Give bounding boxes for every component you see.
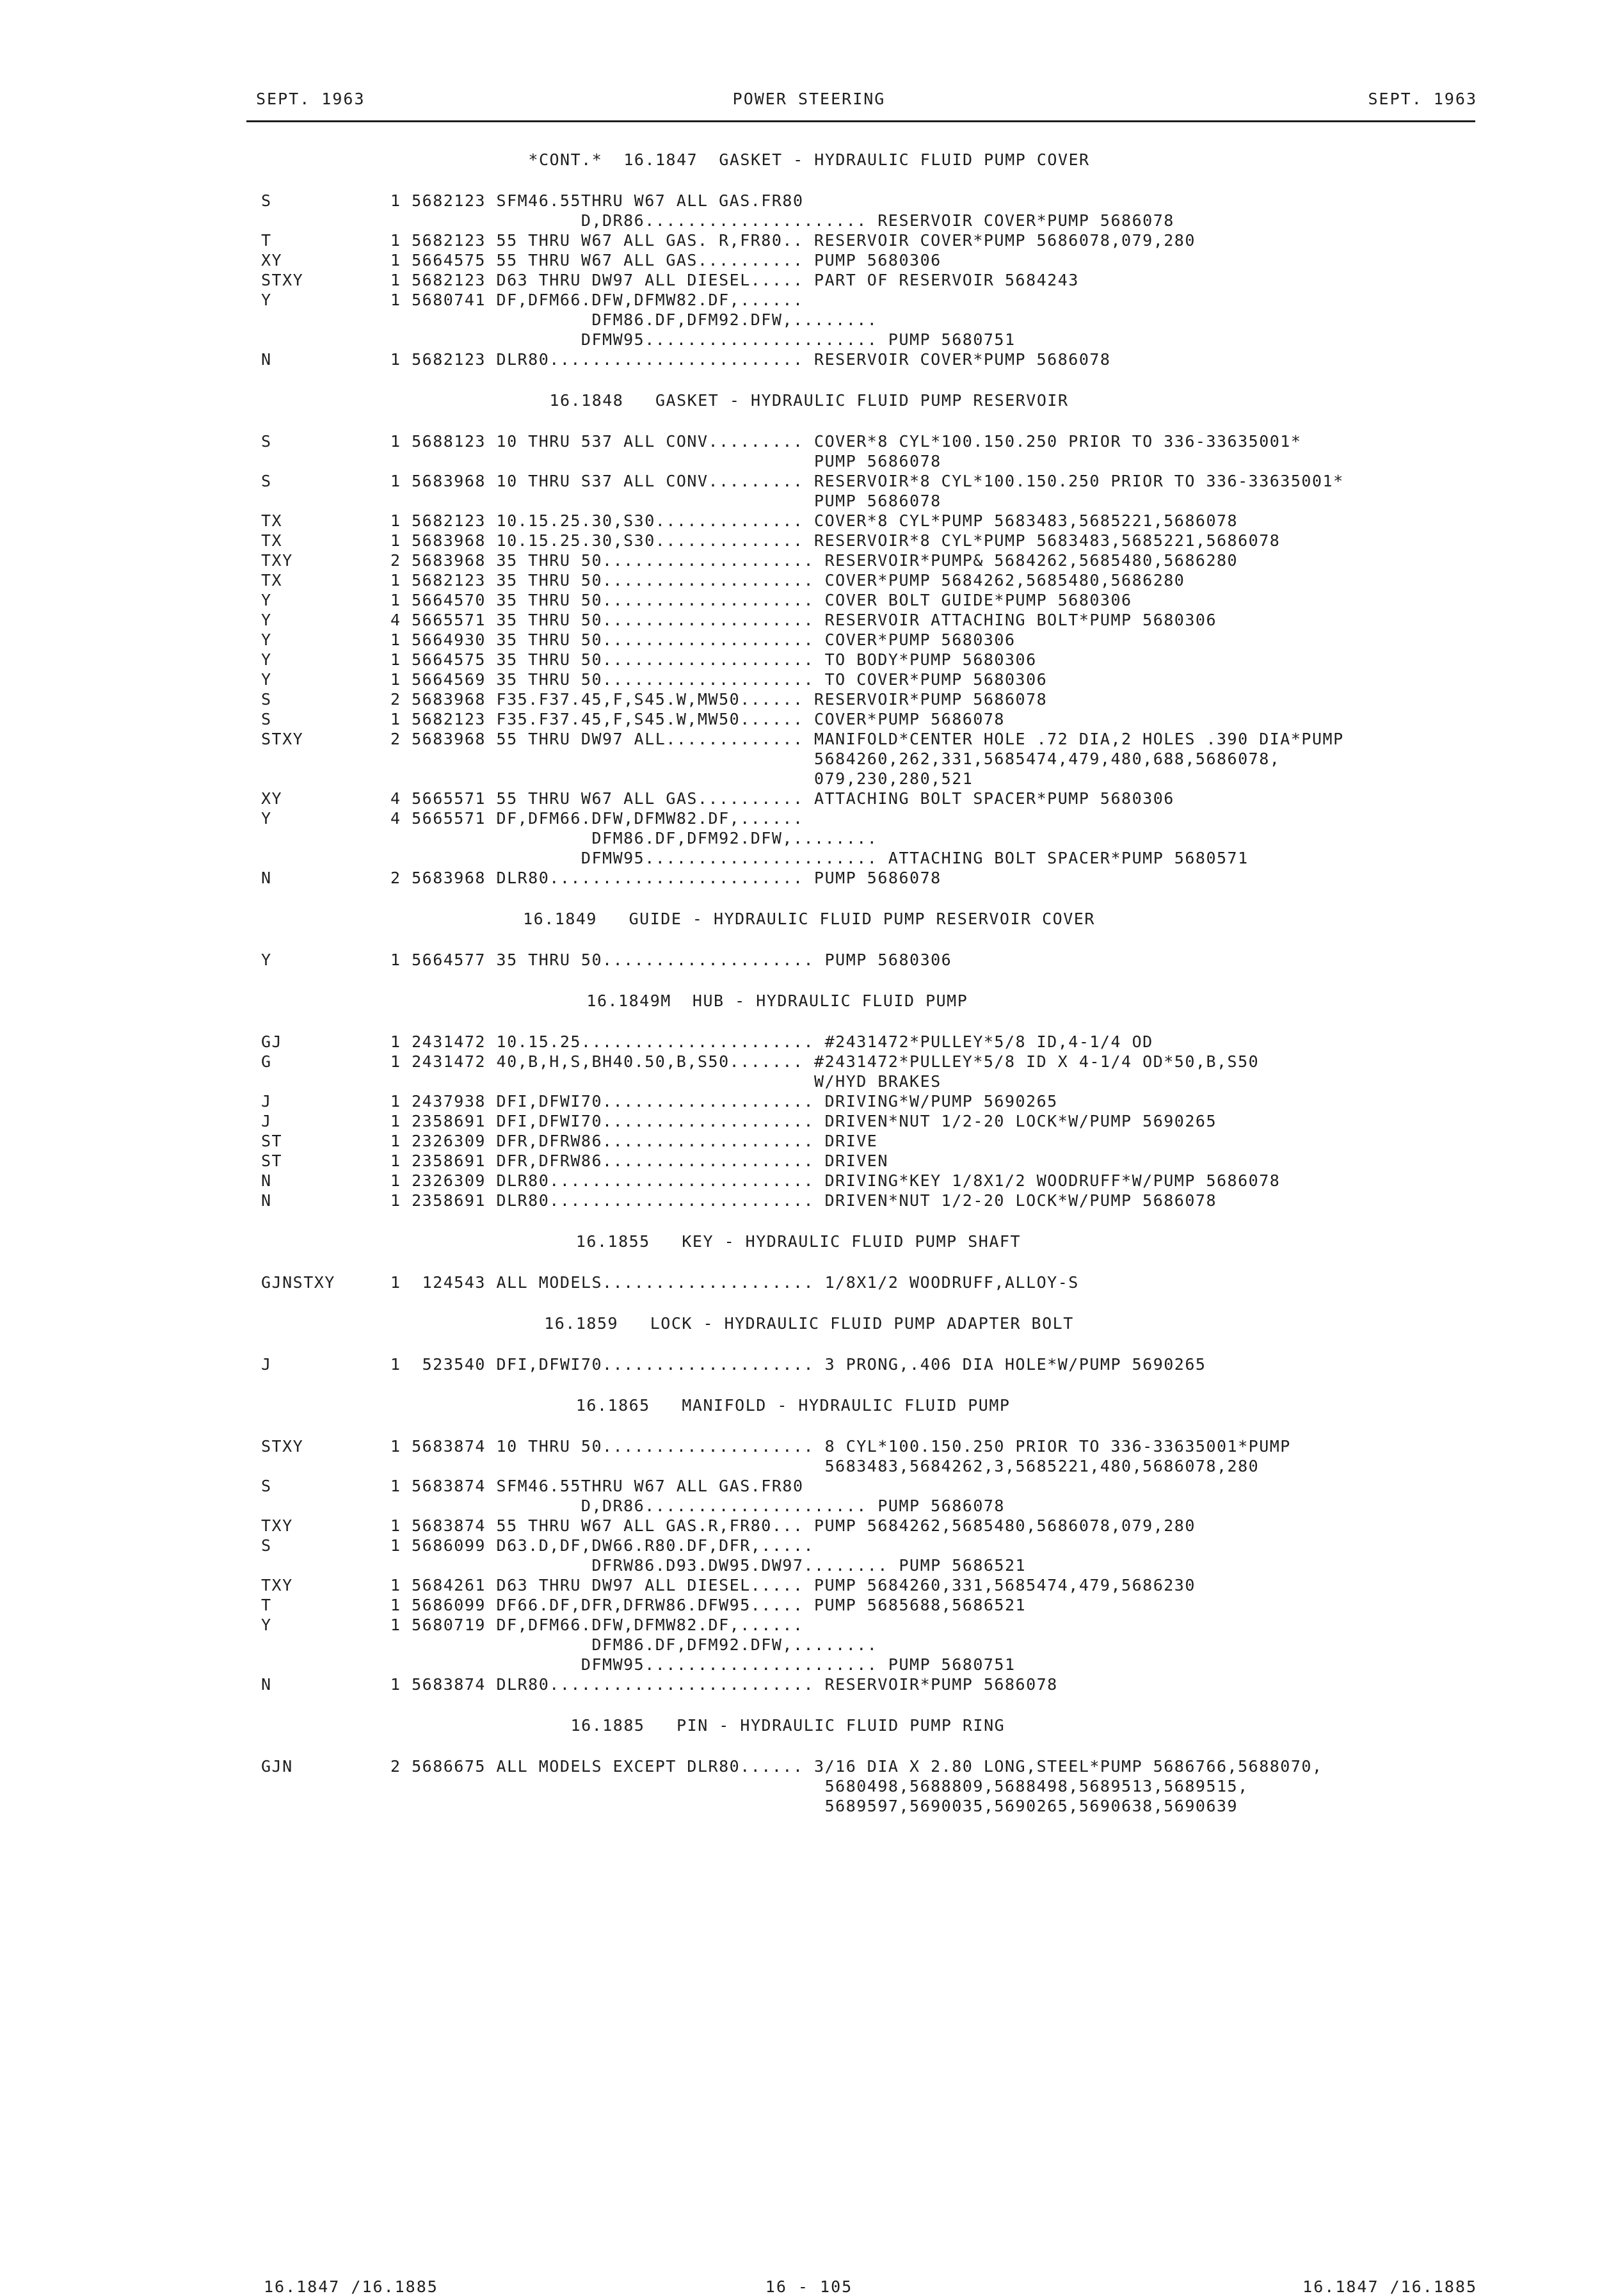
row-text: 1 5682123 10.15.25.30,S30.............. COVER*8 CYL*PUMP 5683483,5685221,5686078 (390, 511, 1238, 530)
row-text: DFM86.DF,DFM92.DFW,........ (390, 310, 878, 329)
row-code: ST (261, 1132, 283, 1150)
row-text: 1 124543 ALL MODELS.................... 1/8X1/2 WOODRUFF,ALLOY-S (390, 1273, 1079, 1292)
row-code: TXY (261, 551, 293, 570)
row-code: J (261, 1092, 272, 1111)
row-text: DFM86.DF,DFM92.DFW,........ (390, 1635, 878, 1654)
row-text: 1 5683874 10 THRU 50.................... 8 CYL*100.150.250 PRIOR TO 336-33635001*PUMP (390, 1437, 1291, 1456)
row-text: 1 5680741 DF,DFM66.DFW,DFMW82.DF,...... (390, 291, 804, 309)
row-code: G (261, 1052, 272, 1071)
row-text: 1 5682123 F35.F37.45,F,S45.W,MW50...... COVER*PUMP 5686078 (390, 710, 1005, 728)
row-text: 4 5665571 DF,DFM66.DFW,DFMW82.DF,...... (390, 809, 804, 828)
section-title: 16.1848 GASKET - HYDRAULIC FLUID PUMP RESERVOIR (549, 391, 1069, 410)
row-text: 1 5682123 D63 THRU DW97 ALL DIESEL..... PART OF RESERVOIR 5684243 (390, 271, 1079, 289)
row-text: 4 5665571 35 THRU 50.................... RESERVOIR ATTACHING BOLT*PUMP 5680306 (390, 611, 1217, 629)
row-text: 1 2437938 DFI,DFWI70.................... DRIVING*W/PUMP 5690265 (390, 1092, 1058, 1111)
row-text: 1 5682123 55 THRU W67 ALL GAS. R,FR80.. RESERVOIR COVER*PUMP 5686078,079,280 (390, 231, 1196, 250)
row-text: 2 5686675 ALL MODELS EXCEPT DLR80...... 3/16 DIA X 2.80 LONG,STEEL*PUMP 5686766,5688070, (390, 1757, 1323, 1776)
row-text: DFMW95...................... PUMP 5680751 (390, 1655, 1016, 1674)
row-code: GJ (261, 1032, 283, 1051)
row-text: 1 5683874 DLR80......................... RESERVOIR*PUMP 5686078 (390, 1675, 1058, 1694)
section-title: 16.1885 PIN - HYDRAULIC FLUID PUMP RING (570, 1716, 1048, 1735)
row-code: STXY (261, 730, 304, 748)
row-code: T (261, 231, 272, 250)
row-code: STXY (261, 1437, 304, 1456)
row-code: T (261, 1596, 272, 1614)
row-text: 1 5664575 55 THRU W67 ALL GAS.......... PUMP 5680306 (390, 251, 941, 269)
row-code: N (261, 1191, 272, 1210)
row-code: Y (261, 670, 272, 689)
section-title: 16.1855 KEY - HYDRAULIC FLUID PUMP SHAFT (575, 1232, 1043, 1251)
row-text: DFM86.DF,DFM92.DFW,........ (390, 829, 878, 847)
row-code: S (261, 432, 272, 451)
row-text: 1 5682123 DLR80........................ RESERVOIR COVER*PUMP 5686078 (390, 350, 1111, 369)
row-code: ST (261, 1152, 283, 1170)
row-text: 079,230,280,521 (390, 769, 973, 788)
row-text: 5689597,5690035,5690265,5690638,5690639 (390, 1797, 1238, 1815)
row-text: 1 5683968 10.15.25.30,S30.............. RESERVOIR*8 CYL*PUMP 5683483,5685221,5686078 (390, 531, 1281, 550)
row-code: Y (261, 291, 272, 309)
row-text: PUMP 5686078 (390, 492, 941, 510)
row-code: STXY (261, 271, 304, 289)
row-code: TX (261, 511, 283, 530)
row-code: XY (261, 789, 283, 808)
row-code: S (261, 1477, 272, 1495)
row-text: 1 5683874 55 THRU W67 ALL GAS.R,FR80... PUMP 5684262,5685480,5686078,079,280 (390, 1516, 1196, 1535)
row-text: 2 5683968 35 THRU 50.................... RESERVOIR*PUMP& 5684262,5685480,5686280 (390, 551, 1238, 570)
row-text: 2 5683968 DLR80........................ PUMP 5686078 (390, 869, 941, 887)
row-code: N (261, 869, 272, 887)
row-text: 1 5686099 D63.D,DF,DW66.R80.DF,DFR,..... (390, 1536, 815, 1555)
row-text: DFMW95...................... PUMP 5680751 (390, 330, 1016, 349)
header-date-right: SEPT. 1963 (1368, 90, 1477, 108)
row-text: 1 2431472 10.15.25...................... #2431472*PULLEY*5/8 ID,4-1/4 OD (390, 1032, 1153, 1051)
row-code: TX (261, 531, 283, 550)
row-code: GJNSTXY (261, 1273, 335, 1292)
row-text: 5684260,262,331,5685474,479,480,688,5686078, (390, 750, 1281, 768)
row-code: TX (261, 571, 283, 590)
row-code: S (261, 191, 272, 210)
section-title: 16.1859 LOCK - HYDRAULIC FLUID PUMP ADAPTER BOLT (544, 1314, 1074, 1333)
row-text: 5683483,5684262,3,5685221,480,5686078,280 (390, 1457, 1260, 1475)
row-text: 5680498,5688809,5688498,5689513,5689515, (390, 1777, 1249, 1795)
row-code: Y (261, 611, 272, 629)
row-text: 1 5664577 35 THRU 50.................... PUMP 5680306 (390, 951, 952, 969)
row-code: Y (261, 630, 272, 649)
row-code: Y (261, 1616, 272, 1634)
row-text: 1 2358691 DFI,DFWI70.................... DRIVEN*NUT 1/2-20 LOCK*W/PUMP 5690265 (390, 1112, 1217, 1130)
row-text: W/HYD BRAKES (390, 1072, 941, 1091)
row-text: D,DR86..................... PUMP 5686078 (390, 1497, 1005, 1515)
row-text: 1 523540 DFI,DFWI70.................... 3 PRONG,.406 DIA HOLE*W/PUMP 5690265 (390, 1355, 1206, 1374)
row-text: 1 2326309 DFR,DFRW86.................... DRIVE (390, 1132, 878, 1150)
row-text: DFRW86.D93.DW95.DW97........ PUMP 5686521 (390, 1556, 1027, 1575)
header-rule (246, 120, 1475, 122)
row-text: 1 5664575 35 THRU 50.................... TO BODY*PUMP 5680306 (390, 650, 1037, 669)
row-code: Y (261, 809, 272, 828)
row-text: DFMW95...................... ATTACHING BOLT SPACER*PUMP 5680571 (390, 849, 1249, 867)
row-text: 1 5683874 SFM46.55THRU W67 ALL GAS.FR80 (390, 1477, 804, 1495)
row-text: D,DR86..................... RESERVOIR COVER*PUMP 5686078 (390, 211, 1174, 230)
row-text: 1 5664930 35 THRU 50.................... COVER*PUMP 5680306 (390, 630, 1016, 649)
row-text: PUMP 5686078 (390, 452, 941, 470)
row-text: 1 2358691 DFR,DFRW86.................... DRIVEN (390, 1152, 888, 1170)
row-text: 1 2326309 DLR80......................... DRIVING*KEY 1/8X1/2 WOODRUFF*W/PUMP 5686078 (390, 1171, 1281, 1190)
row-code: N (261, 350, 272, 369)
row-code: S (261, 690, 272, 709)
row-text: 1 5664570 35 THRU 50.................... COVER BOLT GUIDE*PUMP 5680306 (390, 591, 1132, 609)
row-code: XY (261, 251, 283, 269)
row-code: S (261, 710, 272, 728)
header-date-left: SEPT. 1963 (256, 90, 365, 108)
row-text: 1 5683968 10 THRU S37 ALL CONV......... RESERVOIR*8 CYL*100.150.250 PRIOR TO 336-33635001* (390, 472, 1344, 490)
section-title: 16.1849M HUB - HYDRAULIC FLUID PUMP (586, 991, 1032, 1010)
row-code: Y (261, 650, 272, 669)
row-code: Y (261, 951, 272, 969)
footer-range-right: 16.1847 /16.1885 (1302, 2277, 1477, 2296)
footer-range-left: 16.1847 /16.1885 (264, 2277, 438, 2296)
row-text: 1 5688123 10 THRU 537 ALL CONV......... COVER*8 CYL*100.150.250 PRIOR TO 336-33635001* (390, 432, 1302, 451)
row-text: 1 5664569 35 THRU 50.................... TO COVER*PUMP 5680306 (390, 670, 1048, 689)
row-code: S (261, 1536, 272, 1555)
section-title: *CONT.* 16.1847 GASKET - HYDRAULIC FLUID PUMP COVER (528, 150, 1090, 169)
row-text: 2 5683968 55 THRU DW97 ALL............. MANIFOLD*CENTER HOLE .72 DIA,2 HOLES .390 DIA*PUMP (390, 730, 1344, 748)
row-code: J (261, 1355, 272, 1374)
row-text: 1 2358691 DLR80......................... DRIVEN*NUT 1/2-20 LOCK*W/PUMP 5686078 (390, 1191, 1217, 1210)
row-text: 1 5682123 35 THRU 50.................... COVER*PUMP 5684262,5685480,5686280 (390, 571, 1185, 590)
row-code: N (261, 1171, 272, 1190)
row-text: 1 5682123 SFM46.55THRU W67 ALL GAS.FR80 (390, 191, 804, 210)
row-code: GJN (261, 1757, 293, 1776)
row-code: TXY (261, 1576, 293, 1594)
row-text: 1 5684261 D63 THRU DW97 ALL DIESEL..... PUMP 5684260,331,5685474,479,5686230 (390, 1576, 1196, 1594)
header-section-title: POWER STEERING (732, 90, 886, 108)
row-text: 1 5680719 DF,DFM66.DFW,DFMW82.DF,...... (390, 1616, 804, 1634)
footer-page-number: 16 - 105 (765, 2277, 853, 2296)
row-code: J (261, 1112, 272, 1130)
row-code: N (261, 1675, 272, 1694)
row-text: 2 5683968 F35.F37.45,F,S45.W,MW50...... RESERVOIR*PUMP 5686078 (390, 690, 1048, 709)
row-code: S (261, 472, 272, 490)
row-text: 4 5665571 55 THRU W67 ALL GAS.......... ATTACHING BOLT SPACER*PUMP 5680306 (390, 789, 1174, 808)
row-code: TXY (261, 1516, 293, 1535)
row-code: Y (261, 591, 272, 609)
row-text: 1 5686099 DF66.DF,DFR,DFRW86.DFW95..... PUMP 5685688,5686521 (390, 1596, 1027, 1614)
section-title: 16.1865 MANIFOLD - HYDRAULIC FLUID PUMP (575, 1396, 1043, 1415)
row-text: 1 2431472 40,B,H,S,BH40.50,B,S50....... #2431472*PULLEY*5/8 ID X 4-1/4 OD*50,B,S50 (390, 1052, 1260, 1071)
section-title: 16.1849 GUIDE - HYDRAULIC FLUID PUMP RESERVOIR COVER (523, 910, 1095, 928)
